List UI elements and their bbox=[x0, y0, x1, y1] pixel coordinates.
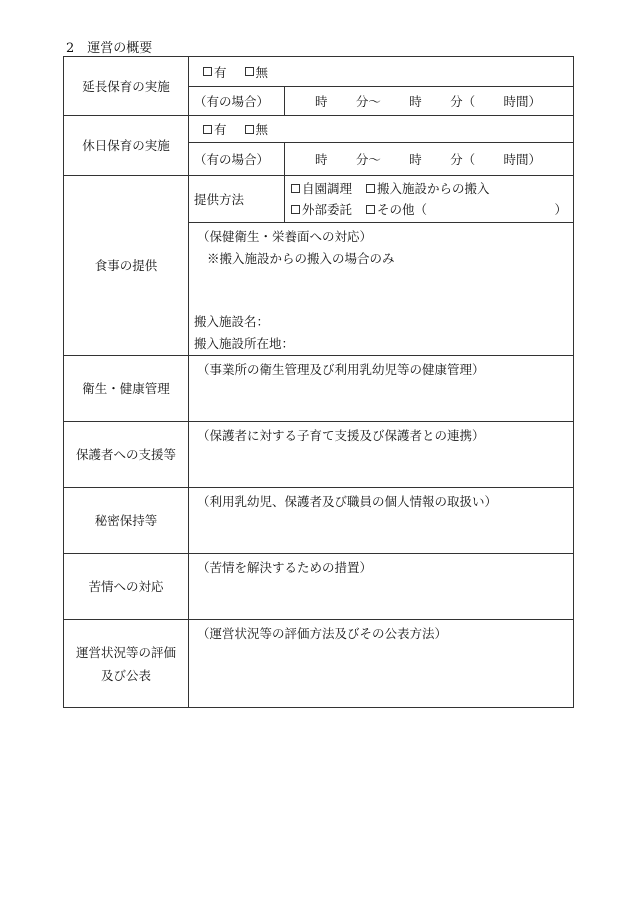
meals-option-other[interactable] bbox=[366, 199, 567, 220]
complaints-row bbox=[64, 554, 574, 620]
extended-care-options bbox=[189, 57, 574, 87]
holiday-care-yes-label: 有 bbox=[214, 122, 227, 137]
holiday-care-min-start: 分〜 bbox=[355, 152, 381, 167]
meals-option-delivery-label: 搬入施設からの搬入 bbox=[377, 181, 490, 196]
checkbox-icon[interactable] bbox=[203, 67, 212, 76]
checkbox-icon[interactable] bbox=[366, 205, 375, 214]
holiday-care-min-end: 分（ bbox=[450, 152, 476, 167]
hygiene-label: 衛生・健康管理 bbox=[64, 356, 189, 422]
guardian-support-label: 保護者への支援等 bbox=[64, 422, 189, 488]
evaluation-label bbox=[64, 620, 189, 708]
extended-care-hour-start: 時 bbox=[315, 94, 328, 109]
holiday-care-yes-option[interactable] bbox=[203, 120, 227, 138]
checkbox-icon[interactable] bbox=[245, 67, 254, 76]
confidentiality-desc: （利用乳幼児、保護者及び職員の個人情報の取扱い） bbox=[197, 494, 498, 509]
meals-facility-name: 搬入施設名： bbox=[194, 314, 270, 329]
extended-care-case-label: （有の場合） bbox=[189, 87, 285, 116]
extended-care-min-end: 分（ bbox=[450, 94, 476, 109]
operations-overview-table bbox=[63, 56, 574, 708]
complaints-label: 苦情への対応 bbox=[64, 554, 189, 620]
hygiene-row bbox=[64, 356, 574, 422]
extended-care-label: 延長保育の実施 bbox=[64, 57, 189, 116]
extended-care-row-1 bbox=[64, 57, 574, 87]
holiday-care-label: 休日保育の実施 bbox=[64, 116, 189, 176]
extended-care-time-field[interactable] bbox=[285, 87, 574, 116]
hygiene-desc: （事業所の衛生管理及び利用乳幼児等の健康管理） bbox=[197, 362, 485, 377]
holiday-care-no-option[interactable] bbox=[245, 120, 269, 138]
meals-option-other-close: ） bbox=[554, 202, 568, 217]
meals-delivery-note: ※搬入施設からの搬入の場合のみ bbox=[207, 251, 395, 266]
checkbox-icon[interactable] bbox=[245, 125, 254, 134]
meals-row-1 bbox=[64, 176, 574, 223]
section-title: 2 運営の概要 bbox=[66, 41, 153, 56]
holiday-care-case-label: （有の場合） bbox=[189, 143, 285, 176]
confidentiality-field[interactable] bbox=[189, 488, 574, 554]
extended-care-no-option[interactable] bbox=[245, 63, 269, 81]
meals-option-in-house-label: 自園調理 bbox=[302, 181, 353, 196]
extended-care-yes-option[interactable] bbox=[203, 63, 227, 81]
complaints-field[interactable] bbox=[189, 554, 574, 620]
extended-care-hour-end: 時 bbox=[409, 94, 422, 109]
evaluation-desc: （運営状況等の評価方法及びその公表方法） bbox=[197, 626, 448, 641]
meals-option-outsourced[interactable] bbox=[291, 199, 352, 220]
guardian-support-desc: （保護者に対する子育て支援及び保護者との連携） bbox=[197, 428, 485, 443]
extended-care-no-label: 無 bbox=[255, 64, 269, 80]
meals-option-other-label: その他（ bbox=[377, 202, 428, 217]
guardian-support-row bbox=[64, 422, 574, 488]
guardian-support-field[interactable] bbox=[189, 422, 574, 488]
checkbox-icon[interactable] bbox=[366, 184, 375, 193]
extended-care-hours: 時間） bbox=[503, 94, 542, 109]
confidentiality-label: 秘密保持等 bbox=[64, 488, 189, 554]
meals-method-label: 提供方法 bbox=[189, 176, 285, 223]
meals-hygiene-field[interactable] bbox=[189, 223, 574, 356]
holiday-care-hour-start: 時 bbox=[315, 152, 328, 167]
extended-care-min-start: 分〜 bbox=[355, 94, 381, 109]
checkbox-icon[interactable] bbox=[291, 184, 300, 193]
checkbox-icon[interactable] bbox=[203, 125, 212, 134]
confidentiality-row bbox=[64, 488, 574, 554]
holiday-care-hour-end: 時 bbox=[409, 152, 422, 167]
complaints-desc: （苦情を解決するための措置） bbox=[197, 560, 373, 575]
extended-care-yes-label: 有 bbox=[214, 64, 227, 80]
evaluation-label-line2: 及び公表 bbox=[100, 667, 151, 683]
meals-option-delivery[interactable] bbox=[366, 178, 490, 199]
meals-hygiene-heading: （保健衛生・栄養面への対応） bbox=[197, 229, 373, 244]
evaluation-label-line1: 運営状況等の評価 bbox=[75, 644, 176, 660]
hygiene-field[interactable] bbox=[189, 356, 574, 422]
meals-label: 食事の提供 bbox=[64, 176, 189, 356]
meals-facility-address: 搬入施設所在地： bbox=[194, 336, 295, 351]
holiday-care-row-1 bbox=[64, 116, 574, 143]
checkbox-icon[interactable] bbox=[291, 205, 300, 214]
holiday-care-options bbox=[189, 116, 574, 143]
evaluation-row bbox=[64, 620, 574, 708]
evaluation-field[interactable] bbox=[189, 620, 574, 708]
holiday-care-hours: 時間） bbox=[503, 152, 542, 167]
holiday-care-no-label: 無 bbox=[255, 122, 269, 137]
meals-method-options bbox=[285, 176, 574, 223]
meals-option-in-house[interactable] bbox=[291, 178, 352, 199]
holiday-care-time-field[interactable] bbox=[285, 143, 574, 176]
meals-option-outsourced-label: 外部委託 bbox=[302, 202, 353, 217]
